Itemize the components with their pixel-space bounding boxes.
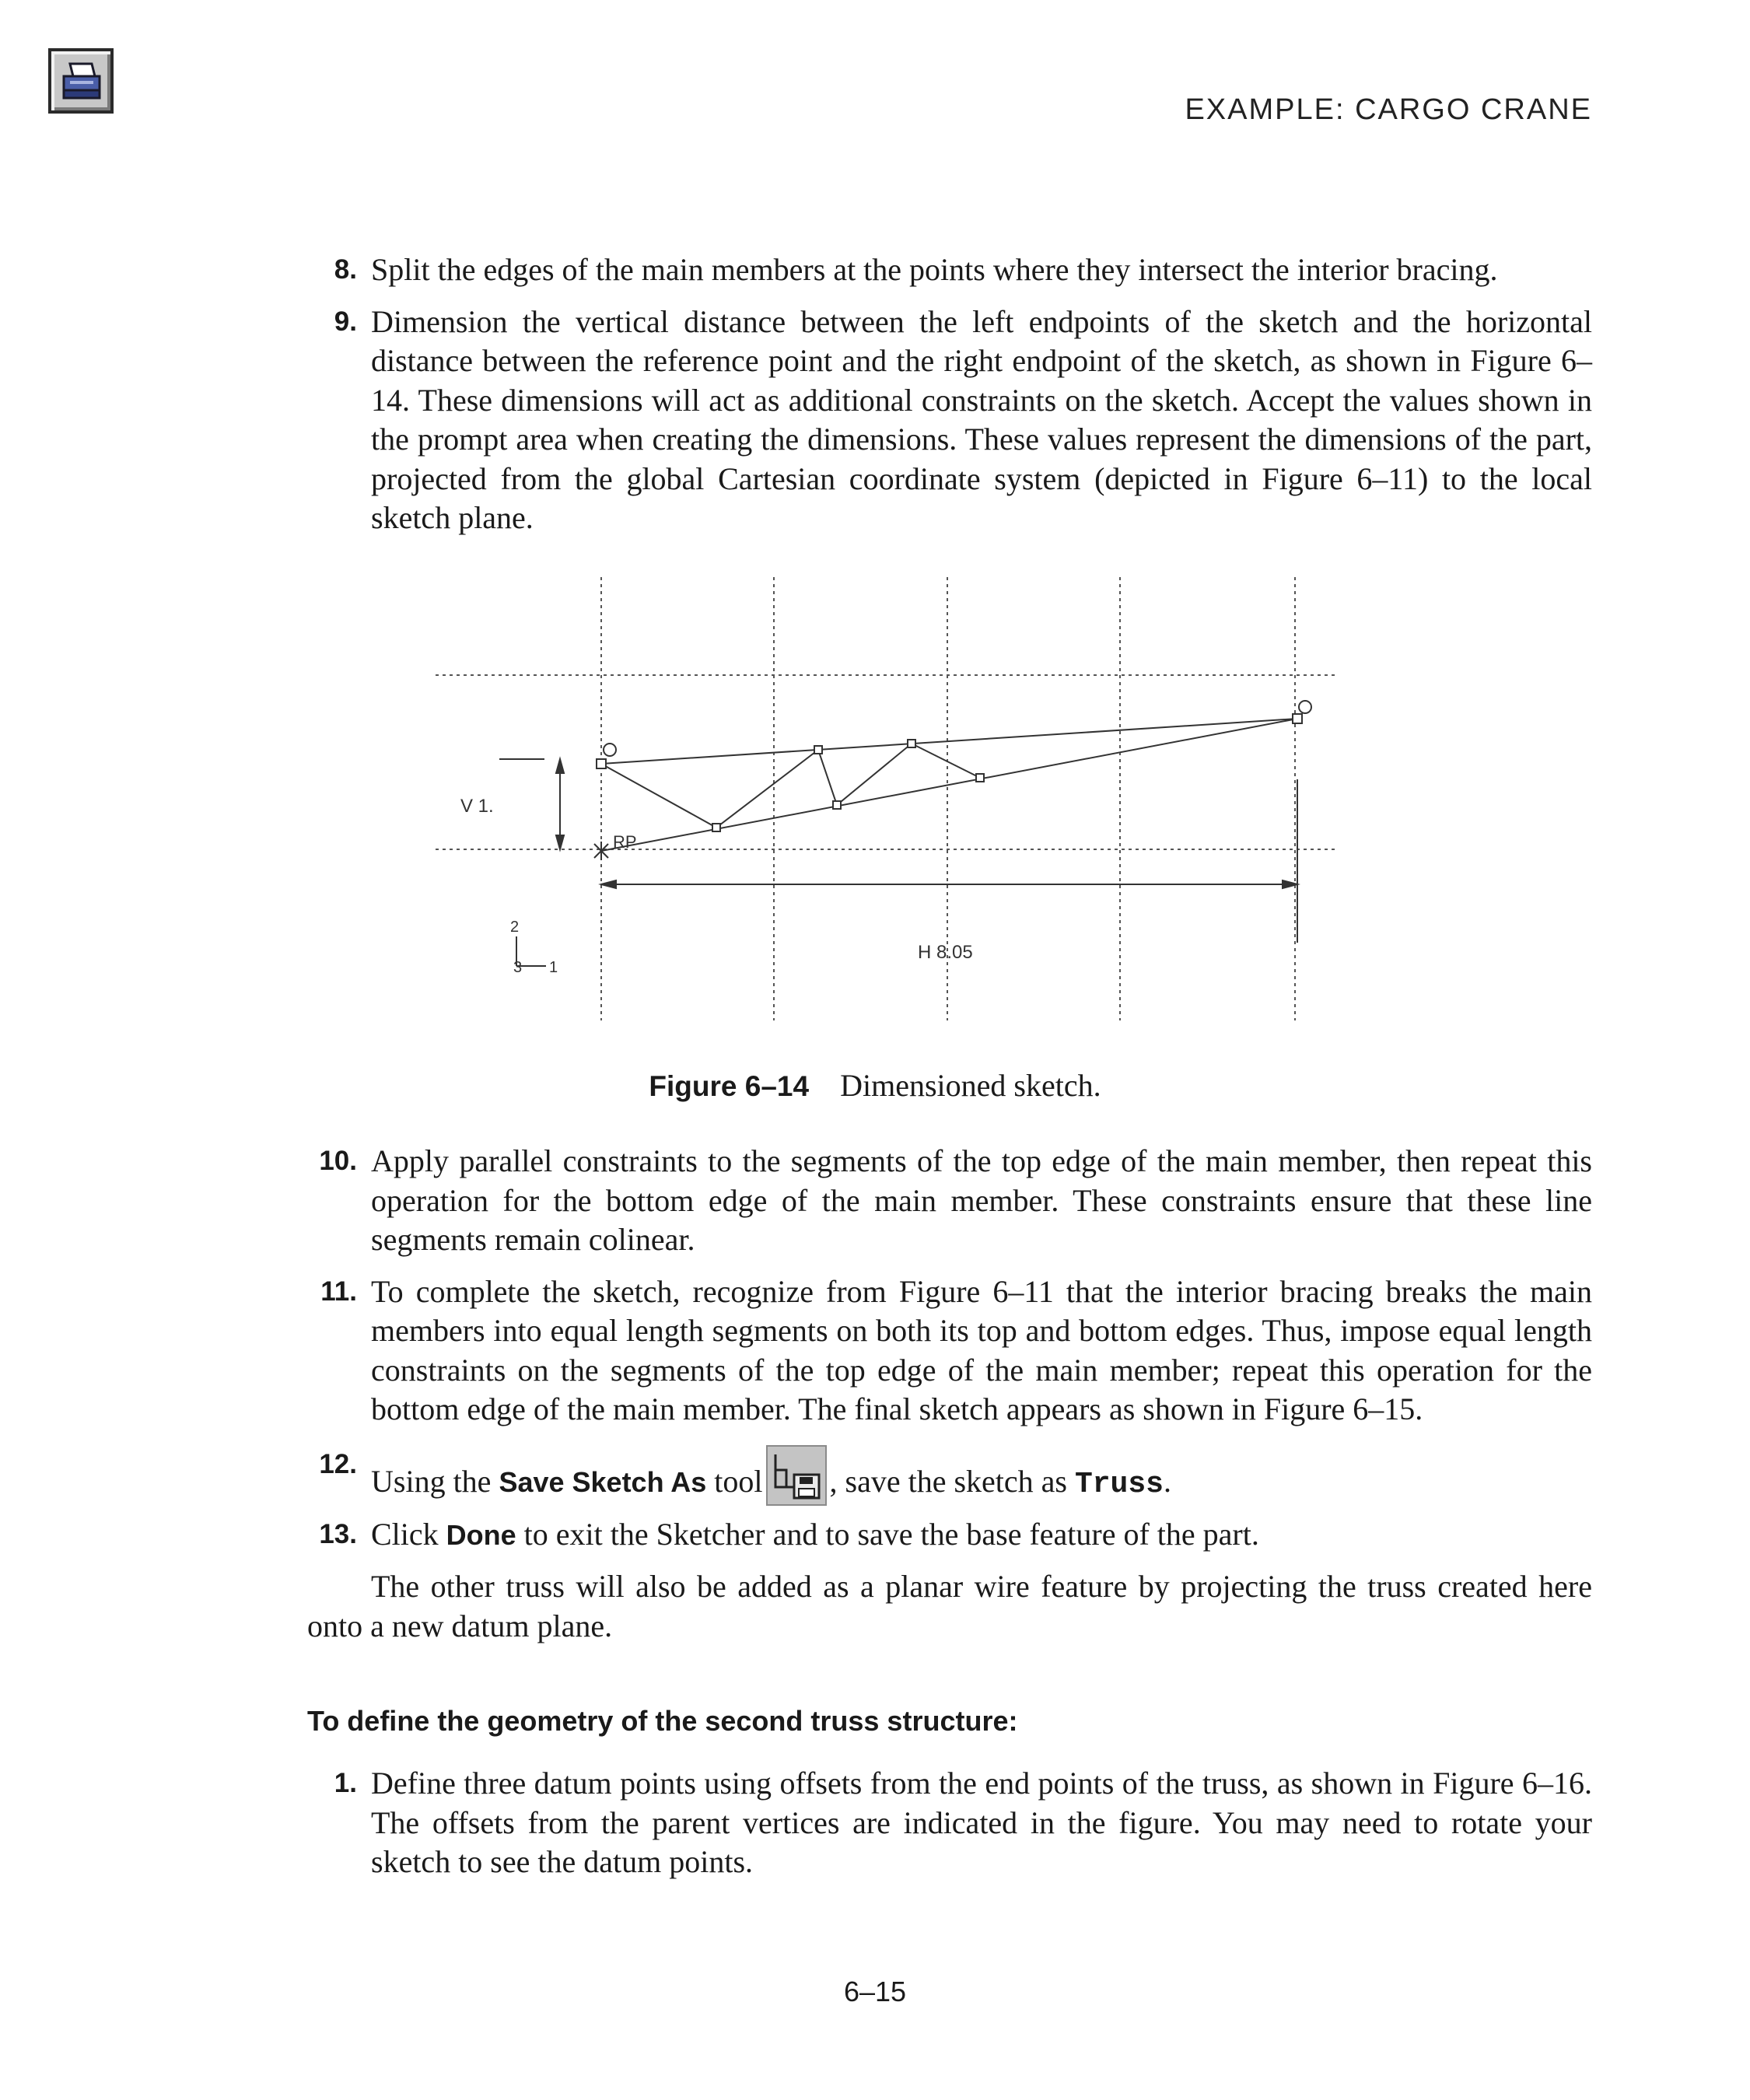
step-number: 8. xyxy=(334,254,357,285)
reference-point-marker xyxy=(594,842,608,860)
step-number: 13. xyxy=(319,1518,357,1549)
printer-icon xyxy=(59,59,104,104)
figure-dimensioned-sketch xyxy=(420,569,1353,1032)
step-number: 11. xyxy=(320,1276,357,1307)
step-text: To complete the sketch, recognize from Figure 6–11 that the interior bracing breaks the main members into equal length segments on both its top and bottom edges. Thus, impose equal length constraints on the segments of the top edge of the main member; repeat this operation for the bottom edge of the main member. The final sketch appears as shown in Figure 6–15. xyxy=(371,1273,1592,1426)
step-text: Split the edges of the main members at the points where they intersect the interior bracing. xyxy=(371,252,1498,287)
body-paragraph: The other truss will also be added as a planar wire feature by projecting the truss created here onto a new datum plane. xyxy=(307,1569,1592,1643)
step-text: Dimension the vertical distance between the left endpoints of the sketch and the horizontal distance between the reference point and the right endpoint of the sketch, as shown in Figure 6–14. These dimensions will act as additional constraints on the sketch. Accept the values shown in the prompt area when creating the dimensions. These values represent the dimensions of the part, projected from the global Cartesian coordinate system (depicted in Figure 6–11) to the local sketch plane. xyxy=(371,303,1592,535)
label-rp: RP xyxy=(613,832,637,852)
step-text: Apply parallel constraints to the segments of the top edge of the main member, then repeat this operation for the bottom edge of the main member. These constraints ensure that these line segments remain colinear. xyxy=(371,1143,1592,1257)
running-head: EXAMPLE: CARGO CRANE xyxy=(1185,93,1592,126)
step-12 xyxy=(307,1445,1592,1506)
step-11 xyxy=(307,1272,1592,1430)
vertex-markers xyxy=(597,701,1311,831)
step-text: Define three datum points using offsets from the end points of the truss, as shown in Figure 6–16. The offsets from the parent vertices are indicated in the figure. You may need to rotate your sketch to see the datum points. xyxy=(371,1766,1592,1879)
vertical-dimension xyxy=(499,759,564,849)
step-number: 1. xyxy=(334,1768,357,1798)
print-button[interactable] xyxy=(48,48,114,114)
step-text-post: , save the sketch as xyxy=(829,1463,1075,1499)
step-number: 12. xyxy=(319,1448,357,1479)
step-text-pre: Using the xyxy=(371,1463,499,1499)
label-v: V 1. xyxy=(460,796,494,817)
done-label: Done xyxy=(446,1518,516,1551)
step-text-pre: Click xyxy=(371,1516,446,1552)
steps-block-a xyxy=(307,250,1592,538)
step-text-post: to exit the Sketcher and to save the base feature of the part. xyxy=(516,1516,1259,1552)
sketch-name: Truss xyxy=(1074,1467,1164,1501)
axis-label-1: 1 xyxy=(549,959,558,976)
axis-label-3: 3 xyxy=(513,959,523,976)
tool-name: Save Sketch As xyxy=(499,1465,707,1498)
figure-caption xyxy=(0,1067,1750,1104)
horizontal-dimension xyxy=(601,779,1297,943)
caption-label: Figure 6–14 xyxy=(649,1070,810,1102)
step-8 xyxy=(307,250,1592,290)
step-text-mid: tool xyxy=(706,1463,763,1499)
step-number: 9. xyxy=(334,306,357,337)
truss-lines xyxy=(601,719,1297,851)
sketch-grid xyxy=(436,577,1338,1020)
step-10 xyxy=(307,1142,1592,1260)
step-text-end: . xyxy=(1163,1463,1171,1499)
step-9 xyxy=(307,303,1592,538)
sketch-canvas xyxy=(420,569,1353,1028)
section-subheading: To define the geometry of the second truss structure: xyxy=(307,1705,1018,1737)
steps-block-c xyxy=(307,1764,1592,1882)
axis-label-2: 2 xyxy=(510,919,520,936)
steps-block-b xyxy=(307,1142,1592,1646)
label-h: H 8.05 xyxy=(918,942,973,963)
save-sketch-icon[interactable] xyxy=(766,1445,827,1506)
step-number: 10. xyxy=(319,1146,357,1176)
page-number: 6–15 xyxy=(843,1976,907,2007)
step-1 xyxy=(307,1764,1592,1882)
step-13 xyxy=(307,1515,1592,1556)
caption-text: Dimensioned sketch. xyxy=(840,1068,1101,1103)
